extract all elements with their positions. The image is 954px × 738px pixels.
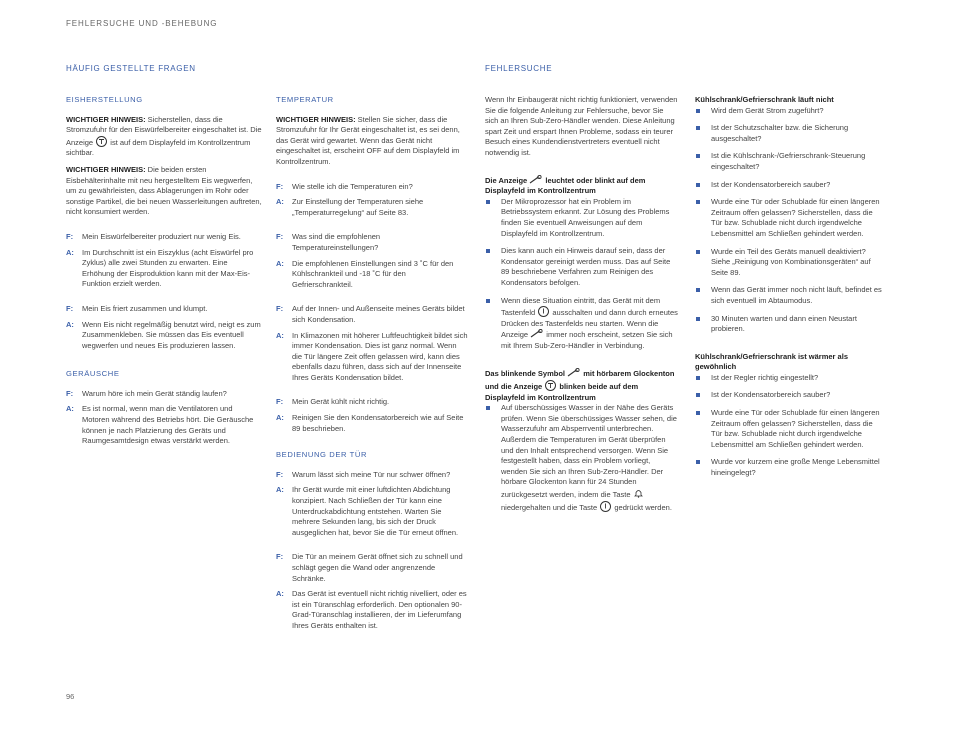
wrench-solutions-list: [485, 197, 678, 352]
faq-answer: A: Reinigen Sie den Kondensatorbereich wie auf Seite 89 beschrieben.: [276, 413, 464, 433]
list-item: 30 Minuten warten und dann einen Neustart probieren.: [695, 314, 885, 335]
faq-answer: A: Im Durchschnitt ist ein Eiszyklus (acht Eiswürfel pro Zyklus) alle zwei Stunden zu erwarten. Eine Erhöhung der Eisproduktion kann mit der Max-Eis-Funktion erzielt werden.: [66, 247, 254, 289]
faq-question: F: Mein Gerät kühlt nicht richtig.: [276, 397, 390, 407]
list-item: Dies kann auch ein Hinweis darauf sein, dass der Kondensator gereinigt werden muss. Das auf Seite 89 beschriebene Verfahren zum Reinigen des Kondensators befolgen.: [485, 246, 678, 288]
blinking-symbol-heading: Das blinkende Symbol mit hörbarem Glockenton und die Anzeige blinken beide auf dem Displayfeld im Kontrollzentrum: [485, 369, 675, 402]
faq-answer: A: In Klimazonen mit höherer Luftfeuchtigkeit bildet sich immer Kondensation. Dies ist ganz normal. Wenn die Tür längere Zeit offen gelassen wird, kann dies ebenfalls dazu führen, dass sich auf der Innenseite Ihres Geräts Kondensation bildet.: [276, 330, 468, 382]
faq-question: F: Die Tür an meinem Gerät öffnet sich zu schnell und schlägt gegen die Wand oder angrenzende Schränke.: [276, 552, 463, 583]
list-item: Ist die Kühlschrank-/Gefrierschrank-Steuerung eingeschaltet?: [695, 151, 885, 172]
column-ice-noise: [66, 95, 262, 447]
faq-answer: A: Wenn Eis nicht regelmäßig benutzt wird, neigt es zum Zusammenkleben. Sie müssen das Eis eventuell wegwerfen und neues Eis produzieren lassen.: [66, 319, 261, 350]
power-icon: [538, 306, 549, 317]
list-item: Ist der Schutzschalter bzw. die Sicherung ausgeschaltet?: [695, 123, 885, 144]
ice-maker-icon: [545, 380, 556, 391]
list-item: Wird dem Gerät Strom zugeführt?: [695, 106, 885, 117]
ice-maker-icon: [96, 136, 107, 147]
ice-title: EISHERSTELLUNG: [66, 95, 143, 104]
list-item: Auf überschüssiges Wasser in der Nähe des Geräts prüfen. Wenn Sie überschüssiges Wasser sehen, die Wasserzufuhr am Absperrventil unterbrechen. Außerdem die Temperaturen im Gerät überprüfen und den Inhalt entsprechend versorgen. Wenn Sie festgestellt haben, dass ein Problem vorliegt, wenden Sie sich an Ihren Sub-Zero-Händler. Der hörbare Glockenton kann für 24 Stunden zurückgesetzt werden, indem die Taste niedergehalten und die Taste gedrückt werden.: [485, 403, 678, 513]
list-item: Wurde eine Tür oder Schublade für einen längeren Zeitraum offen gelassen? Sicherstellen, dass die Tür bzw. Schublade nicht durch irgendwelche Lebensmittel am Schließen gehindert werden.: [695, 408, 885, 450]
faq-question: F: Was sind die empfohlenen Temperatureinstellungen?: [276, 232, 381, 252]
door-title: BEDIENUNG DER TÜR: [276, 450, 368, 460]
faq-question: F: Mein Eis friert zusammen und klumpt.: [66, 303, 208, 313]
faq-answer: A: Es ist normal, wenn man die Ventilatoren und Motoren während des Betriebs hört. Die Geräusche können je nach Platzierung des Geräts und Raumgesamtdesign etwas verstärkt werden.: [66, 404, 254, 446]
faq-answer: A: Die empfohlenen Einstellungen sind 3 ˚C für den Kühlschrankteil und -18 ˚C für den Gefrierschrankteil.: [276, 258, 454, 289]
list-item: Ist der Kondensatorbereich sauber?: [695, 180, 885, 191]
list-item: Ist der Kondensatorbereich sauber?: [695, 390, 885, 401]
temp-title: TEMPERATUR: [276, 95, 334, 104]
list-item: Wurde ein Teil des Geräts manuell deaktiviert? Siehe „Reinigung von Kombinationsgeräten“ auf Seite 89.: [695, 247, 885, 279]
faq-question: F: Mein Eiswürfelbereiter produziert nur wenig Eis.: [66, 231, 241, 241]
faq-question: F: Auf der Innen- und Außenseite meines Geräts bildet sich Kondensation.: [276, 304, 465, 324]
ice-notice-2: WICHTIGER HINWEIS: Die beiden ersten Eisbehälterinhalte mit neu hergestelltem Eis wegwerfen, um zu gewährleisten, dass Ablagerungen im Rohr oder sonstige Partikel, die bei neuen Wasserleitungen auftreten, nicht konsumiert werden.: [66, 164, 262, 217]
faq-answer: A: Ihr Gerät wurde mit einer luftdichten Abdichtung konzipiert. Nach Schließen der Tür kann eine Unterdruckabdichtung entstehen. Warten Sie mehrere Sekunden lang, bis sich der Druck ausgeglichen hat, bevor Sie die Tür erneut öffnen.: [276, 485, 459, 537]
list-item: Wenn diese Situation eintritt, das Gerät mit dem Tastenfeld ausschalten und dann durch erneutes Drücken des Tastenfelds neu starten. Wenn die Anzeige immer noch erscheint, setzen Sie sich mit Ihrem Sub-Zero-Händler in Verbindung.: [485, 296, 678, 352]
troubleshooting-intro: Wenn Ihr Einbaugerät nicht richtig funktioniert, verwenden Sie die folgende Anleitung zur Fehlersuche, bevor Sie sich an Ihren Sub-Zero-Händler wenden. Diese Anleitung spart Zeit und erspart Ihnen Probleme, sodass ein teurer Besuch eines Kundendienstvertreters eventuell nicht notwendig ist.: [485, 95, 678, 157]
wrench-icon: [530, 329, 544, 338]
troubleshooting-heading: FEHLERSUCHE: [485, 64, 553, 73]
bell-icon: [633, 488, 644, 497]
fridge-warmer-list: [695, 373, 885, 479]
running-title: FEHLERSUCHE UND -BEHEBUNG: [66, 19, 218, 28]
list-item: Wurde eine Tür oder Schublade für einen längeren Zeitraum offen gelassen? Sicherstellen, dass die Tür bzw. Schublade nicht durch irgendwelche Lebensmittel am Schließen gehindert werden.: [695, 197, 885, 239]
wrench-indicator-heading: Die Anzeige leuchtet oder blinkt auf dem Displayfeld im Kontrollzentrum: [485, 175, 646, 196]
faq-question: F: Warum lässt sich meine Tür nur schwer öffnen?: [276, 469, 451, 479]
faq-answer: A: Das Gerät ist eventuell nicht richtig nivelliert, oder es ist ein Türanschlag erforderlich. Den optionalen 90-Grad-Türanschlag installieren, der im Lieferumfang Ihres Geräts enthalten ist.: [276, 589, 467, 630]
list-item: Der Mikroprozessor hat ein Problem im Betriebssystem erkannt. Zur Lösung des Problems finden Sie eventuell Anweisungen auf dem Displayfeld im Kontrollzentrum.: [485, 197, 678, 239]
fridge-not-running-list: [695, 106, 885, 335]
faq-heading: HÄUFIG GESTELLTE FRAGEN: [66, 64, 196, 73]
blinking-solutions-list: [485, 403, 678, 513]
temp-notice: WICHTIGER HINWEIS: Stellen Sie sicher, dass die Stromzufuhr für Ihr Gerät eingeschaltet ist, es sei denn, das Gerät wird gewartet. Wenn das Gerät nicht eingeschaltet ist, erscheint OFF auf dem Displayfeld im Kontrollzentrum.: [276, 114, 460, 166]
wrench-icon: [529, 175, 543, 184]
fridge-not-running-heading: Kühlschrank/Gefrierschrank läuft nicht: [695, 95, 834, 104]
list-item: Wenn das Gerät immer noch nicht läuft, befindet es sich eventuell im Abtaumodus.: [695, 285, 885, 306]
faq-question: F: Warum höre ich mein Gerät ständig laufen?: [66, 388, 227, 398]
page-number: 96: [66, 692, 75, 701]
faq-answer: A: Zur Einstellung der Temperaturen siehe „Temperaturregelung“ auf Seite 83.: [276, 197, 424, 217]
fridge-warmer-heading: Kühlschrank/Gefrierschrank ist wärmer als gewöhnlich: [695, 351, 848, 372]
column-temperature-door: [276, 95, 468, 632]
list-item: Ist der Regler richtig eingestellt?: [695, 373, 885, 384]
noise-title: GERÄUSCHE: [66, 369, 120, 379]
column-fridge-checklist: [695, 95, 885, 486]
list-item: Wurde vor kurzem eine große Menge Lebensmittel hineingelegt?: [695, 457, 885, 478]
power-icon: [600, 501, 611, 512]
faq-question: F: Wie stelle ich die Temperaturen ein?: [276, 181, 413, 191]
ice-notice-1: WICHTIGER HINWEIS: Sicherstellen, dass die Stromzufuhr für den Eiswürfelbereiter eingeschaltet ist. Die Anzeige ist auf dem Displayfeld im Kontrollzentrum sichtbar.: [66, 114, 262, 158]
wrench-icon: [567, 368, 581, 377]
column-troubleshooting: [485, 95, 678, 520]
